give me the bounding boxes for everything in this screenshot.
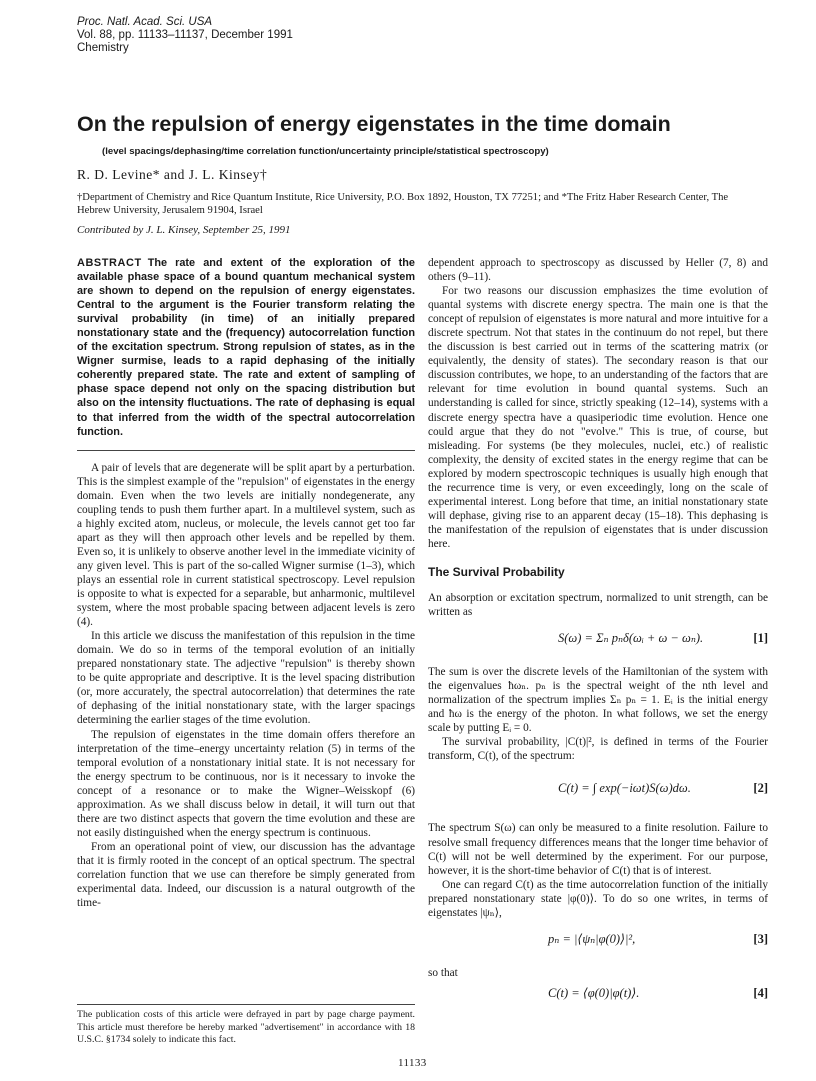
body-paragraph: The survival probability, |C(t)|², is defined in terms of the Fourier transform, C(t), of the spectrum: [428, 736, 768, 763]
body-paragraph: so that [428, 966, 458, 979]
right-column [428, 256, 768, 1020]
body-paragraph: For two reasons our discussion emphasizes the time evolution of quantal systems with discrete energy spectra. The main one is that the concept of repulsion of eigenstates is more natural and more intuitive for a discrete spectrum. Not that states in the continuum do not repel, but there the discussion is best carried out in terms of the scattering matrix (or equivalently, the density of states). The secondary reason is that our discussion contributes, we hope, to an understanding of the factors that are relevant for time evolution in bound quantal systems. Such an understanding is called for since, strictly speaking (12–14), systems with a discrete energy spectra have a quasiperiodic time evolution. Hence one could argue that they do not "evolve." This is true, of course, but misleading. For systems (be they molecules, nuclei, etc.) of realistic complexity, the density of excited states in the energy regime that can be explored by modern spectroscopic techniques is usually high enough that the recurrence time is very, or even exceedingly, long on the scale of experimental interest. Long before that time, an initial nonstationary state will dephase, giving rise to an apparent decay (15–18). This dephasing is the manifestation of the repulsion of eigenstates that is under discussion here. [428, 285, 768, 550]
body-paragraph: The repulsion of eigenstates in the time domain offers therefore an interpretation of the time–energy uncertainty relation (5) in terms of the temporal evolution of a nonstationary initial state. It is not necessary for the energy spectrum to be continuous, nor is it necessary to invoke the concept of a resonance or to make the Wigner–Weisskopf (6) approximation. As we shall discuss below in detail, it will turn out that there are two distinct aspects that govern the time evolution and these are not easily distinguished when the energy spectrum is continuous. [77, 728, 415, 839]
equation-body: C(t) = ∫ exp(−iωt)S(ω)dω. [558, 781, 691, 796]
equation-number: [3] [753, 931, 768, 946]
equation-number: [4] [753, 985, 768, 1000]
equation-body: S(ω) = Σₙ pₙδ(ωᵢ + ω − ωₙ). [558, 631, 704, 646]
section-heading: The Survival Probability [428, 564, 565, 579]
affiliation: †Department of Chemistry and Rice Quantum Institute, Rice University, P.O. Box 1892, Houston, TX 77251; and *The Fritz Haber Research Center, The Hebrew University, Jerusalem 91904, Israel [77, 192, 729, 216]
body-paragraph: From an operational point of view, our discussion has the advantage that it is firmly rooted in the concept of an optical spectrum. The spectral correlation function that we use can therefore be simply generated from experimental data. Indeed, our discussion is a natural outgrowth of the time- [77, 840, 415, 910]
journal-name: Proc. Natl. Acad. Sci. USA [77, 16, 213, 28]
journal-volume: Vol. 88, pp. 11133–11137, December 1991 [77, 29, 293, 41]
left-column [77, 256, 415, 910]
body-paragraph: dependent approach to spectroscopy as discussed by Heller (7, 8) and others (9–11). [428, 257, 768, 284]
abstract-label: ABSTRACT [77, 257, 142, 269]
equation-body: C(t) = ⟨φ(0)|φ(t)⟩. [548, 985, 640, 1000]
article-title: On the repulsion of energy eigenstates in the time domain [77, 112, 671, 136]
equation-1 [428, 627, 768, 655]
keywords: (level spacings/dephasing/time correlation function/uncertainty principle/statistical spectroscopy) [102, 146, 549, 157]
body-paragraph: The spectrum S(ω) can only be measured to a finite resolution. Failure to resolve small frequency differences means that the longer time behavior of C(t) will not be well determined by the experiment. For our purpose, however, it is the short-time behavior of C(t) that is of interest. [428, 822, 768, 877]
equation-number: [2] [753, 781, 768, 796]
body-paragraph: A pair of levels that are degenerate will be split apart by a perturbation. This is the simplest example of the "repulsion" of eigenstates in the energy domain. Even when the two levels are initially nondegenerate, any coupling tends to push them further apart. In a multilevel system, such as a highly excited atom, nucleus, or molecule, the levels cannot get too far apart as they will then approach other levels and be repelled by them. Even so, it is unlikely to observe another level in the immediate vicinity of any given level. This is part of the so-called Wigner surmise (1–3), which plays an essential role in current statistical spectroscopy. Level repulsion is opposite to what is expected for a separable, but anharmonic, multilevel system, where the most probable spacing between adjacent levels is zero (4). [77, 461, 415, 629]
abstract-divider [77, 450, 415, 451]
equation-body: pₙ = |⟨ψₙ|φ(0)⟩|², [548, 931, 636, 946]
journal-header [77, 16, 293, 55]
journal-section: Chemistry [77, 42, 129, 54]
equation-4 [428, 982, 768, 1010]
publication-footnote: The publication costs of this article were defrayed in part by page charge payment. This article must therefore be hereby marked "advertisement" in accordance with 18 U.S.C. §1734 solely to indicate this fact. [77, 1004, 415, 1047]
equation-2 [428, 771, 768, 811]
abstract-text: The rate and extent of the exploration of the available phase space of a bound quantum mechanical system are shown to depend on the repulsion of energy eigenstates. Central to the argument is the Fourier transform relating the survival probability (in time) of an initially prepared nonstationary state and the (frequency) autocorrelation function of the excitation spectrum. Strong repulsion of states, as in the Wigner surmise, leads to a rapid dephasing of the initially coherently prepared state. The rate and extent of sampling of phase space depend not only on the spacing distribution but also on the intensity fluctuations. The rate of dephasing is equal to that inferred from the width of the spectral autocorrelation function. [77, 257, 415, 438]
body-paragraph: An absorption or excitation spectrum, normalized to unit strength, can be written as [428, 592, 768, 619]
equation-3 [428, 928, 768, 956]
contributed-by: Contributed by J. L. Kinsey, September 25, 1991 [77, 224, 291, 236]
abstract [77, 256, 415, 439]
authors: R. D. Levine* and J. L. Kinsey† [77, 167, 268, 182]
equation-number: [1] [753, 631, 768, 646]
page-number: 11133 [398, 1057, 427, 1069]
body-paragraph: One can regard C(t) as the time autocorrelation function of the initially prepared nonstationary state |φ(0)⟩. To do so one writes, in terms of eigenstates |ψₙ⟩, [428, 878, 768, 919]
body-paragraph: In this article we discuss the manifestation of this repulsion in the time domain. We do so in terms of the temporal evolution of an initially prepared nonstationary state. The adjective "repulsion" is thereby shown to be quite appropriate and descriptive. It is the level spacing distribution (or, more accurately, the spectral autocorrelation) that determines the rate of dephasing of the initial nonstationary state, with the larger spacings determining the earlier stages of the time evolution. [77, 630, 415, 727]
body-paragraph: The sum is over the discrete levels of the Hamiltonian of the system with the eigenvalues ħωₙ. pₙ is the spectral weight of the nth level and normalization of the spectrum implies Σₙ pₙ = 1. Eᵢ is the initial energy and ħω is the energy of the photon. In what follows, we set the energy scale by putting Eᵢ = 0. [428, 666, 768, 735]
